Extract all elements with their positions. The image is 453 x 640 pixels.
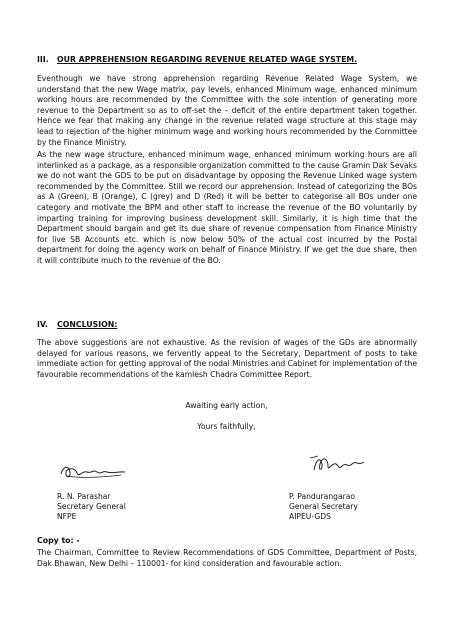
copy-to-label: Copy to: - <box>37 536 80 545</box>
section-title: OUR APPREHENSION REGARDING REVENUE RELATED WAGE SYSTEM. <box>57 55 358 64</box>
section-iv-heading <box>37 320 117 331</box>
copy-to-recipient: The Chairman, Committee to Review Recommendations of GDS Committee, Department of Posts, Dak Bhawan, New Delhi – 110001- for kind consideration and favourable action. <box>37 548 417 568</box>
yours-faithfully-line: Yours faithfully, <box>197 422 256 431</box>
left-signature-icon <box>57 460 129 484</box>
signatory-name: R. N. Parashar <box>57 492 111 501</box>
signatory-name: P. Pandurangarao <box>289 492 356 501</box>
right-signature-icon <box>308 450 368 478</box>
right-signatory <box>289 492 358 522</box>
left-signatory <box>57 492 126 522</box>
signatory-organization: AIPEU-GDS <box>289 512 331 521</box>
section-title: CONCLUSION: <box>57 320 118 329</box>
section-number: IV. <box>37 320 48 329</box>
paragraph-revenue-apprehension: Eventhough we have strong apprehension regarding Revenue Related Wage System, we understand that the new Wage matrix, pay levels, enhanced Minimum wage, enhanced minimum working hours are recommended by the Committee with the sole intention of generating more revenue to the Department so as to off-set the – deficit of the entire department taken together. Hence we fear that making any change in the revenue related wage structure at this stage may lead to rejection of the higher minimum wage and working hours recommended by the Committee by the Finance Ministry. <box>37 74 417 147</box>
signatory-title: General Secretary <box>289 502 358 511</box>
paragraph-wage-package: As the new wage structure, enhanced minimum wage, enhanced minimum working hours are all interlinked as a package, as a responsible organization committed to the cause Gramin Dak Sevaks we do not want the GDS to be put on disadvantage by opposing the Revenue Linked wage system recommended by the Committee. Still we record our apprehension. Instead of categorizing the BOs as A (Green), B (Orange), C (grey) and D (Red) it will be better to categorise all BOs under one category and motivate the BPM and other staff to increase the revenue of the BO voluntarily by imparting training for improving business development skill. Similarly, it is high time that the Department should bargain and get its due share of revenue compensation from Finance Ministry for live SB Accounts etc. which is now below 50% of the actual cost incurred by the Postal department for doing the agency work on behalf of Finance Ministry. If we get the due share, then it will contribute much to the revenue of the BO. <box>37 150 417 265</box>
section-number: III. <box>37 55 49 64</box>
paragraph-conclusion: The above suggestions are not exhaustive. As the revision of wages of the GDs are abnormally delayed for various reasons, we fervently appeal to the Secretary, Department of posts to take immediate action for getting approval of the nodal Ministries and Cabinet for implementation of the favourable recommendations of the kamlesh Chadra Committee Report. <box>37 338 417 379</box>
awaiting-action-line: Awaiting early action, <box>185 401 268 410</box>
section-iii-heading <box>37 55 357 66</box>
signatory-organization: NFPE <box>57 512 77 521</box>
signatory-title: Secretary General <box>57 502 126 511</box>
